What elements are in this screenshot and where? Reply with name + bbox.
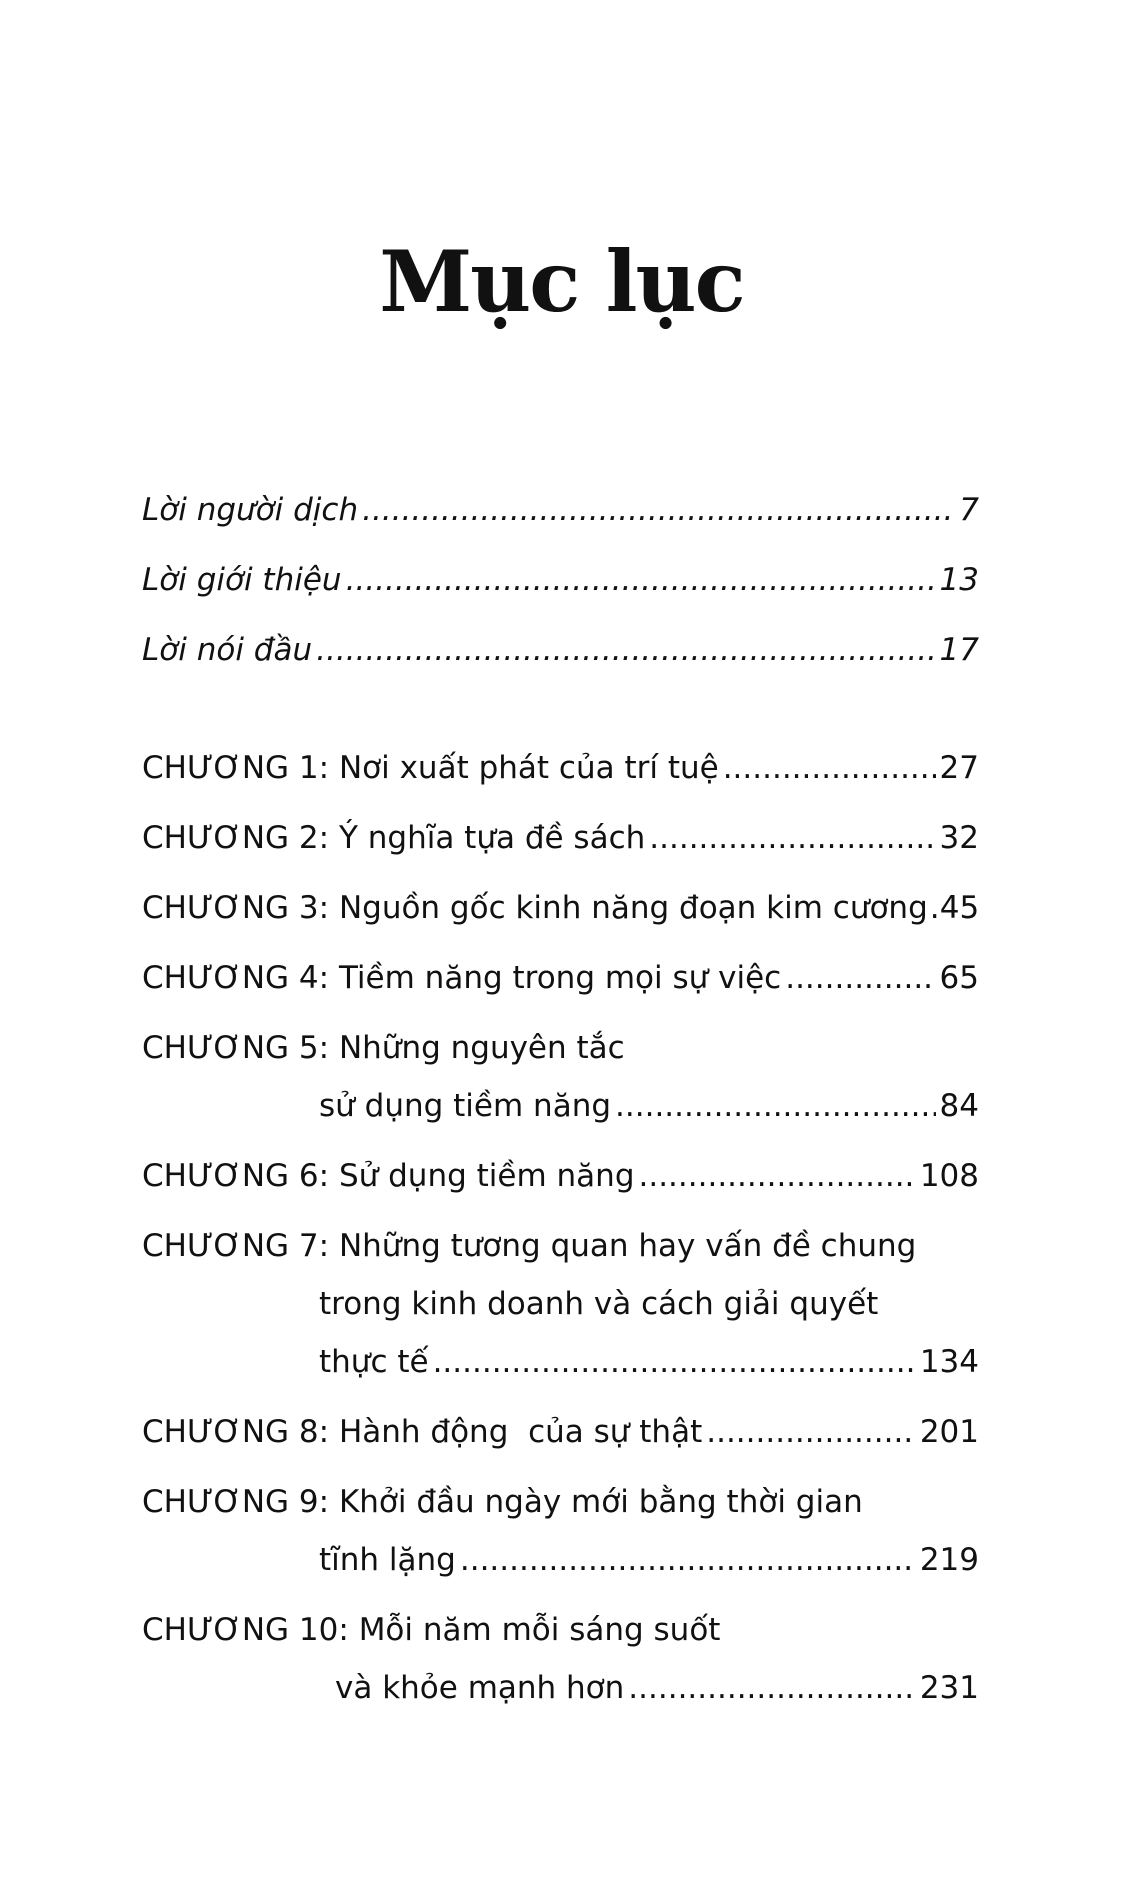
toc-entry-page: 219 [919, 1542, 979, 1578]
toc-entry-label: Lời người dịch [142, 492, 359, 528]
chapter-title-cont: và khỏe mạnh hơn [335, 1670, 625, 1706]
chapter-title-cont: tĩnh lặng [319, 1542, 456, 1578]
dot-leader [316, 627, 935, 673]
dot-leader [628, 1665, 916, 1711]
chapter-title: Tiềm năng trong mọi sự việc [338, 960, 782, 996]
chapter-title-cont: thực tế [319, 1344, 429, 1380]
toc-entry-label: Lời giới thiệu [142, 562, 342, 598]
toc-entry-page: 13 [939, 562, 979, 598]
chapter-prefix: CHƯƠNG 1: [142, 750, 330, 786]
toc-entry-label: Lời nói đầu [142, 632, 313, 668]
chapter-prefix: CHƯƠNG 6: [142, 1158, 330, 1194]
chapter-prefix: CHƯƠNG 4: [142, 960, 330, 996]
toc-entry-chapter-2 [142, 815, 979, 861]
toc-entry-page: 84 [939, 1088, 979, 1124]
toc-entry-page: 45 [939, 890, 980, 926]
chapter-title-cont: sử dụng tiềm năng [319, 1088, 612, 1124]
toc-entry-chapter-1 [142, 745, 979, 791]
chapter-title-cont: trong kinh doanh và cách giải quyết [319, 1286, 879, 1322]
chapter-prefix: CHƯƠNG 10: [142, 1612, 349, 1648]
toc-entry-chapter-7-cont-2 [319, 1339, 979, 1385]
dot-leader [785, 955, 935, 1001]
chapter-prefix: CHƯƠNG 8: [142, 1414, 330, 1450]
chapter-title: Những nguyên tắc [338, 1030, 625, 1066]
chapter-title: Những tương quan hay vấn đề chung [338, 1228, 917, 1264]
chapter-prefix: CHƯƠNG 5: [142, 1030, 330, 1066]
dot-leader [723, 745, 936, 791]
dot-leader [930, 885, 938, 931]
toc-entry-chapter-9-cont [319, 1537, 979, 1583]
toc-entry-page: 17 [939, 632, 979, 668]
toc-entry-page: 108 [919, 1158, 979, 1194]
dot-leader [639, 1153, 916, 1199]
chapter-title: Khởi đầu ngày mới bằng thời gian [338, 1484, 863, 1520]
chapter-title: Hành động của sự thật [338, 1414, 703, 1450]
chapter-title: Sử dụng tiềm năng [338, 1158, 635, 1194]
toc-entry-page: 201 [919, 1414, 979, 1450]
toc-entry-chapter-7 [142, 1223, 979, 1269]
dot-leader [346, 557, 936, 603]
toc-entry-page: 134 [919, 1344, 979, 1380]
toc-entry-chapter-5 [142, 1025, 979, 1071]
chapter-prefix: CHƯƠNG 7: [142, 1228, 330, 1264]
dot-leader [362, 487, 955, 533]
chapter-title: Ý nghĩa tựa đề sách [338, 820, 646, 856]
toc-entry-page: 231 [919, 1670, 979, 1706]
toc-entry-chapter-6 [142, 1153, 979, 1199]
dot-leader [706, 1409, 916, 1455]
toc-entry-chapter-5-cont [319, 1083, 979, 1129]
toc-entry-chapter-7-cont-1 [319, 1281, 979, 1327]
toc-entry-chapter-10 [142, 1607, 979, 1653]
dot-leader [615, 1083, 936, 1129]
toc-entry-preface [142, 627, 979, 673]
chapter-title: Nơi xuất phát của trí tuệ [338, 750, 719, 786]
toc-entry-chapter-10-cont [335, 1665, 979, 1711]
toc-entry-page: 65 [939, 960, 979, 996]
toc-entry-chapter-4 [142, 955, 979, 1001]
chapter-prefix: CHƯƠNG 3: [142, 890, 330, 926]
toc-entry-page: 7 [959, 492, 979, 528]
toc-entry-chapter-3 [142, 885, 979, 931]
chapter-prefix: CHƯƠNG 2: [142, 820, 330, 856]
page-title: Mục lục [379, 232, 744, 331]
toc-entry-introduction [142, 557, 979, 603]
toc-entry-chapter-9 [142, 1479, 979, 1525]
dot-leader [433, 1339, 916, 1385]
toc-entry-translator-note [142, 487, 979, 533]
toc-entry-page: 32 [939, 820, 979, 856]
chapter-prefix: CHƯƠNG 9: [142, 1484, 330, 1520]
toc-entry-chapter-8 [142, 1409, 979, 1455]
dot-leader [460, 1537, 916, 1583]
chapter-title: Mỗi năm mỗi sáng suốt [358, 1612, 721, 1648]
dot-leader [649, 815, 935, 861]
chapter-title: Nguồn gốc kinh năng đoạn kim cương [338, 890, 928, 926]
toc-entry-page: 27 [939, 750, 979, 786]
